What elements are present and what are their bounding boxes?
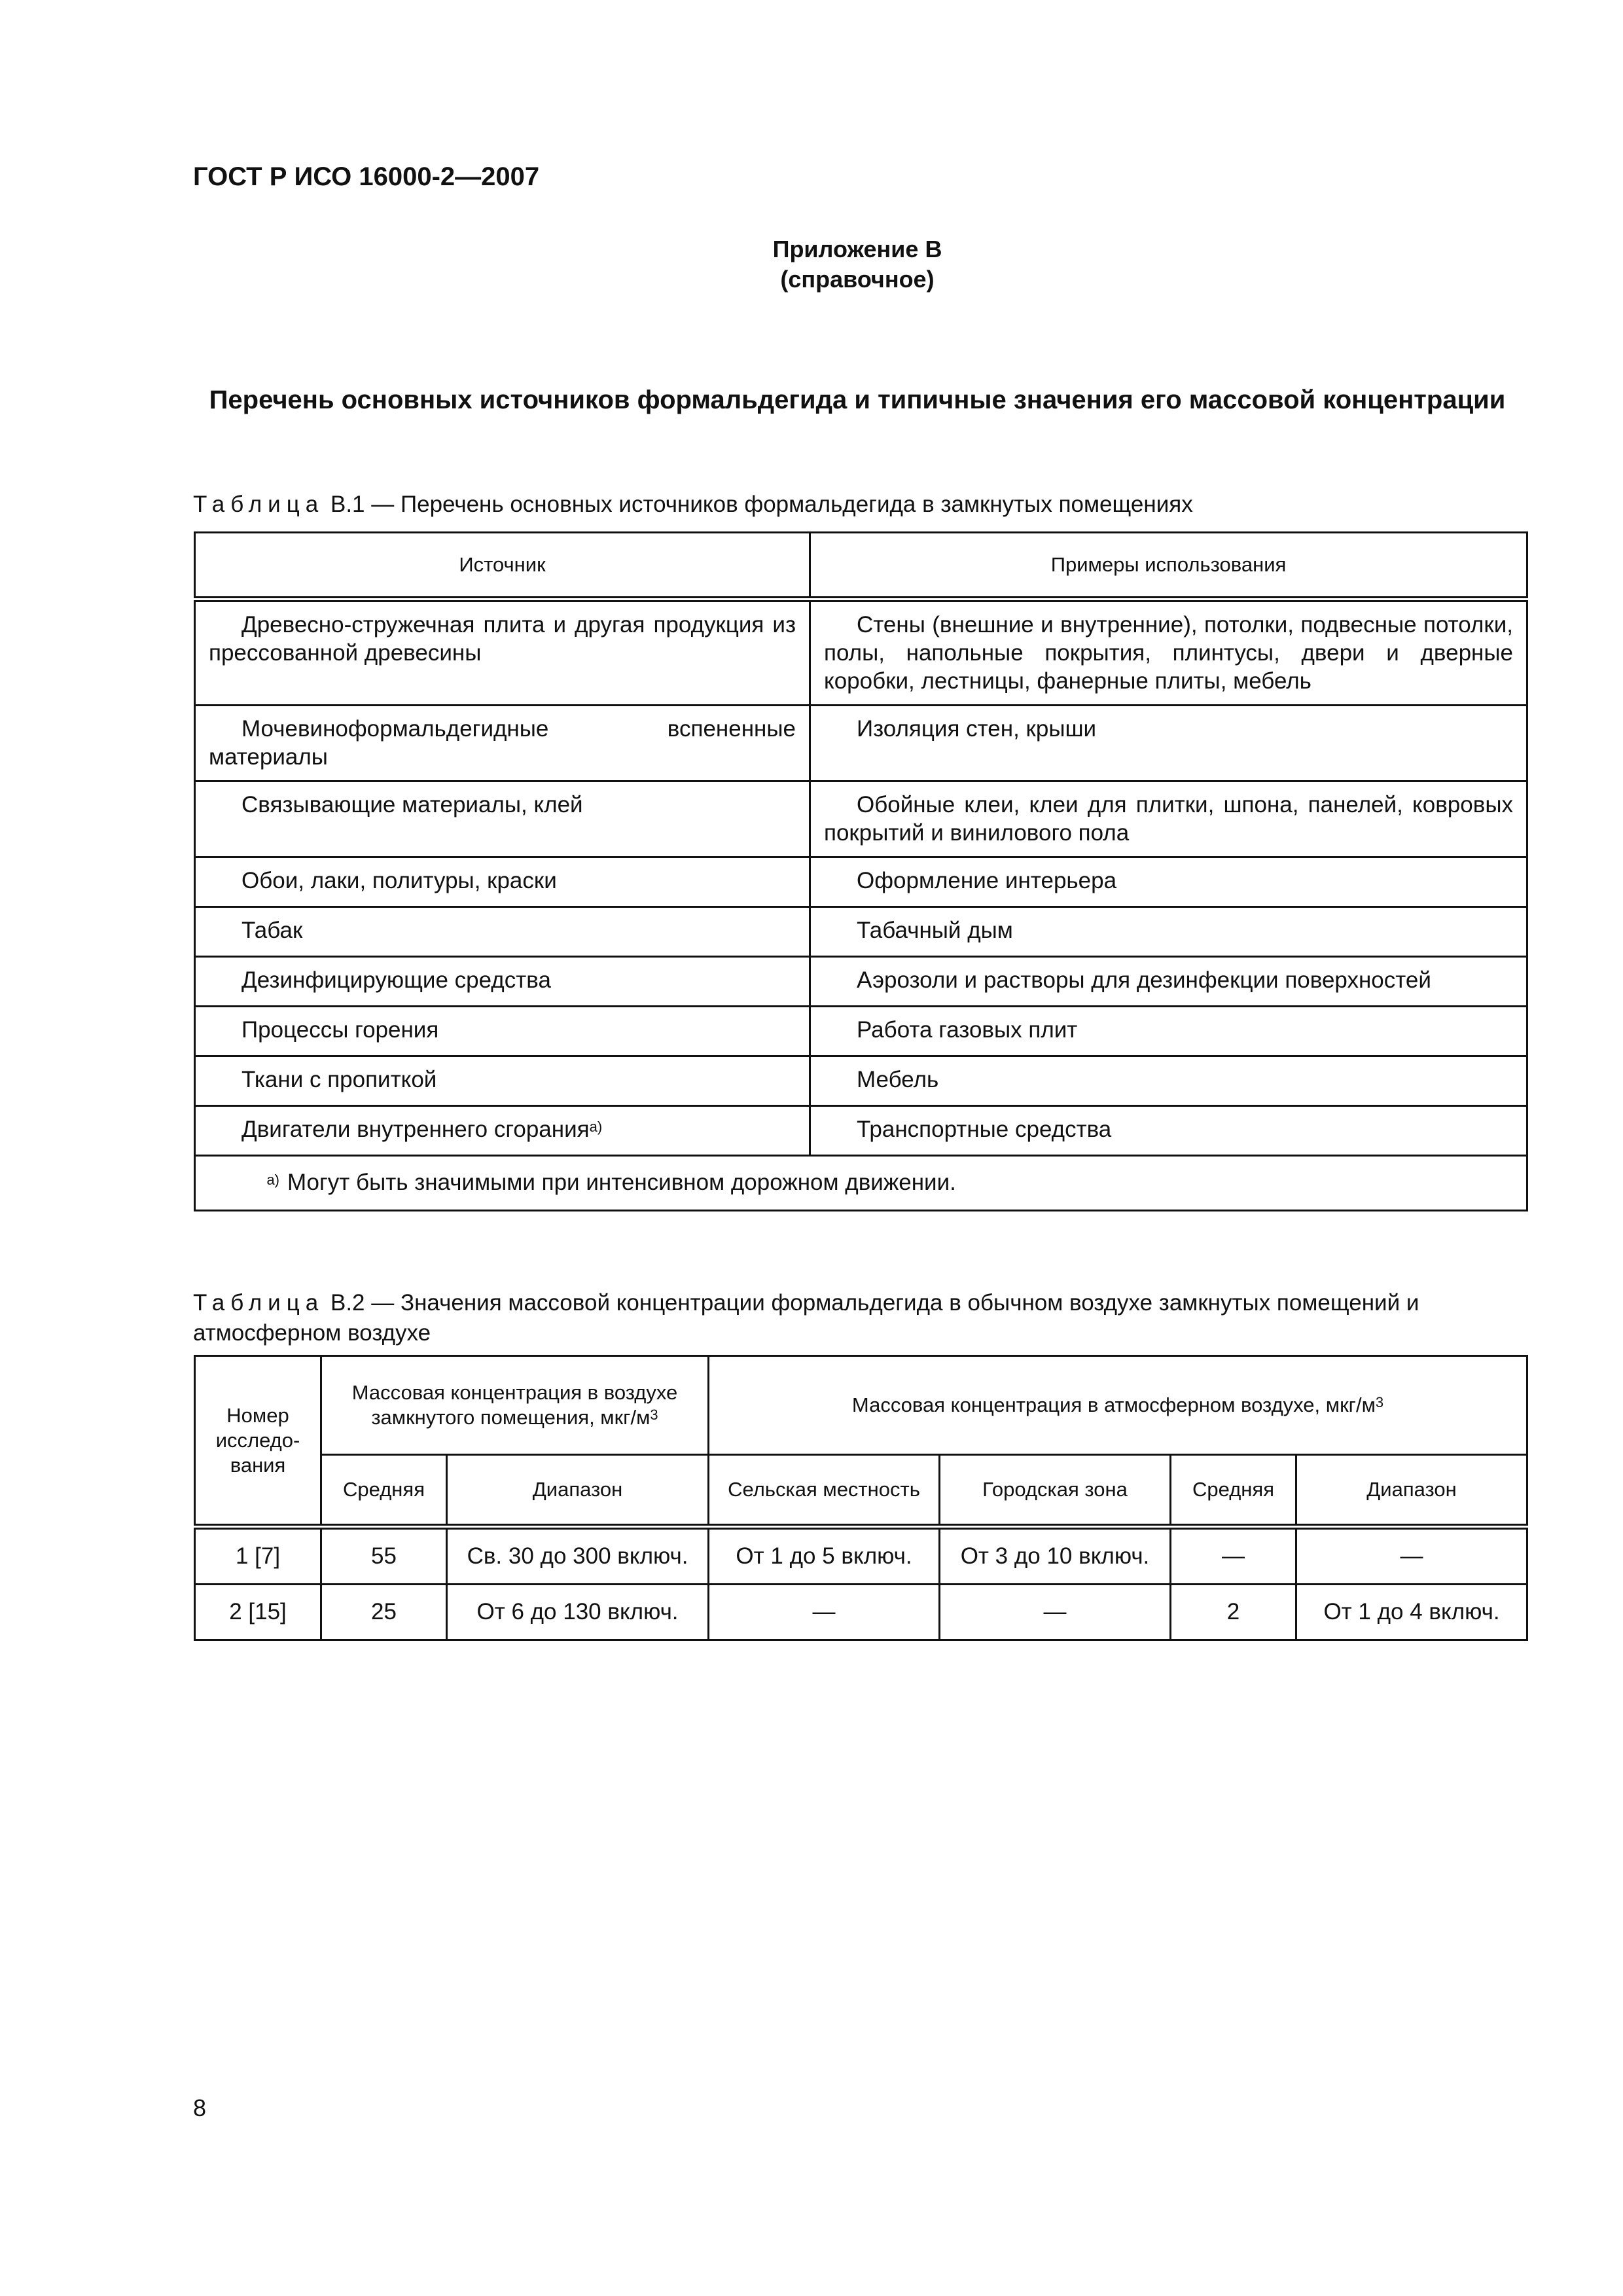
- use-cell: [810, 1106, 1527, 1156]
- annex-heading: [0, 234, 1623, 295]
- rural-cell: —: [709, 1585, 940, 1640]
- header-rural: Сельская местность: [709, 1455, 940, 1527]
- indoor-mean-cell: 55: [321, 1527, 447, 1585]
- use-cell: [810, 600, 1527, 706]
- outdoor-range-cell: От 1 до 4 включ.: [1296, 1585, 1527, 1640]
- use-cell: [810, 1056, 1527, 1106]
- header-outdoor-mean: Средняя: [1171, 1455, 1296, 1527]
- source-cell: [195, 781, 810, 857]
- use-text: Аэрозоли и растворы для дезинфекции поверхностей: [857, 967, 1431, 993]
- source-cell: [195, 907, 810, 957]
- use-text: Оформление интерьера: [857, 868, 1117, 893]
- table-row: [195, 781, 1527, 857]
- table2-caption: [193, 1288, 1528, 1348]
- rural-cell: От 1 до 5 включ.: [709, 1527, 940, 1585]
- footnote-cell: [195, 1156, 1527, 1211]
- use-cell: [810, 706, 1527, 781]
- outdoor-mean-cell: —: [1171, 1527, 1296, 1585]
- source-cell: [195, 1056, 810, 1106]
- indoor-mean-cell: 25: [321, 1585, 447, 1640]
- source-text: Древесно-стружечная плита и другая продукция из прессованной древесины: [209, 612, 796, 666]
- source-cell: [195, 600, 810, 706]
- table1-caption-label: Таблица: [193, 492, 325, 517]
- use-text: Изоляция стен, крыши: [857, 716, 1097, 742]
- use-text: Транспортные средства: [857, 1117, 1112, 1142]
- table1-caption-number: В.1: [330, 492, 365, 517]
- outdoor-mean-cell: 2: [1171, 1585, 1296, 1640]
- indoor-range-cell: Св. 30 до 300 включ.: [447, 1527, 709, 1585]
- source-text: Дезинфицирующие средства: [241, 967, 551, 993]
- table-row: [195, 1056, 1527, 1106]
- table1-caption: [193, 490, 1515, 520]
- table-row: [195, 1585, 1527, 1640]
- header-indoor-group: Массовая концентрация в воздухе замкнутого помещения, мкг/$м^3$: [321, 1356, 709, 1455]
- footnote-text: Могут быть значимыми при интенсивном дорожном движении.: [287, 1170, 956, 1195]
- concentration-header-row-1: [195, 1356, 1527, 1455]
- table1-caption-text: — Перечень основных источников формальдегида в замкнутых помещениях: [365, 492, 1193, 517]
- annex-title: Приложение В: [772, 236, 942, 262]
- table2-caption-number: В.2: [330, 1290, 365, 1316]
- source-text: Ткани с пропиткой: [241, 1067, 437, 1092]
- header-use: Примеры использования: [810, 533, 1527, 600]
- header-indoor-range: Диапазон: [447, 1455, 709, 1527]
- footnote-mark: а): [266, 1172, 279, 1188]
- table-row: [195, 600, 1527, 706]
- sources-table: [194, 531, 1528, 1211]
- outdoor-range-cell: —: [1296, 1527, 1527, 1585]
- header-source: Источник: [195, 533, 810, 600]
- source-text: Двигатели внутреннего сгорания: [241, 1117, 590, 1142]
- source-cell: [195, 957, 810, 1007]
- source-text: Обои, лаки, политуры, краски: [241, 868, 557, 893]
- use-text: Стены (внешние и внутренние), потолки, подвесные потолки, полы, напольные покрытия, плинтусы, двери и дверные коробки, лестницы, фанерные плиты, мебель: [824, 612, 1513, 694]
- source-text: Табак: [241, 918, 303, 943]
- table-row: [195, 957, 1527, 1007]
- page-number: 8: [193, 2094, 207, 2121]
- document-code: ГОСТ Р ИСО 16000-2—2007: [193, 162, 540, 191]
- concentration-table: [194, 1355, 1528, 1641]
- source-cell: [195, 1007, 810, 1056]
- header-outdoor-group: Массовая концентрация в атмосферном воздухе, мкг/$м^3$: [709, 1356, 1527, 1455]
- table-row: [195, 907, 1527, 957]
- table-row: [195, 706, 1527, 781]
- source-cell: [195, 857, 810, 907]
- table-row: [195, 1106, 1527, 1156]
- source-text: Связывающие материалы, клей: [241, 792, 583, 817]
- source-text: Мочевиноформальдегидные вспененные материалы: [209, 716, 796, 770]
- use-cell: [810, 957, 1527, 1007]
- concentration-header-row-2: [195, 1455, 1527, 1527]
- sources-table-header: [195, 533, 1527, 600]
- source-cell: [195, 1106, 810, 1156]
- source-text: Процессы горения: [241, 1017, 439, 1043]
- use-cell: [810, 1007, 1527, 1056]
- header-study-number: Номер исследо- вания: [195, 1356, 321, 1527]
- table-row: [195, 1527, 1527, 1585]
- urban-cell: От 3 до 10 включ.: [940, 1527, 1171, 1585]
- use-text: Табачный дым: [857, 918, 1013, 943]
- header-indoor-mean: Средняя: [321, 1455, 447, 1527]
- table2-caption-text: — Значения массовой концентрации формальдегида в обычном воздухе замкнутых помещений и атмосферном воздухе: [193, 1290, 1419, 1346]
- table-row: [195, 1007, 1527, 1056]
- footnote-row: [195, 1156, 1527, 1211]
- footnote-ref: а): [589, 1119, 603, 1135]
- use-cell: [810, 857, 1527, 907]
- header-urban: Городская зона: [940, 1455, 1171, 1527]
- header-outdoor-range: Диапазон: [1296, 1455, 1527, 1527]
- main-title: Перечень основных источников формальдегида и типичные значения его массовой концентрации: [209, 386, 1506, 414]
- study-cell: 2 [15]: [195, 1585, 321, 1640]
- use-cell: [810, 781, 1527, 857]
- use-text: Мебель: [857, 1067, 939, 1092]
- use-cell: [810, 907, 1527, 957]
- indoor-range-cell: От 6 до 130 включ.: [447, 1585, 709, 1640]
- source-cell: [195, 706, 810, 781]
- use-text: Обойные клеи, клеи для плитки, шпона, панелей, ковровых покрытий и винилового пола: [824, 792, 1513, 846]
- table-row: [195, 857, 1527, 907]
- table2-caption-label: Таблица: [193, 1290, 325, 1316]
- study-cell: 1 [7]: [195, 1527, 321, 1585]
- urban-cell: —: [940, 1585, 1171, 1640]
- annex-status: (справочное): [780, 266, 935, 293]
- use-text: Работа газовых плит: [857, 1017, 1078, 1043]
